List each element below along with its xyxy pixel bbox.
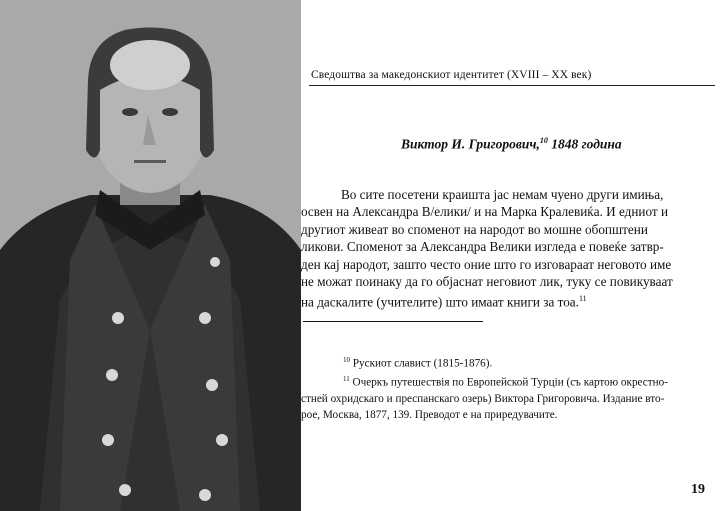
section-title: [401, 136, 622, 153]
footnote-continuation: рое, Москва, 1877, 139. Преводот е на приредувачите.: [301, 408, 558, 421]
running-header: Сведоштва за македонскиот идентитет (XVIII – XX век): [311, 69, 592, 81]
title-footnote-ref: 10: [539, 136, 548, 145]
body-footnote-ref: 11: [578, 294, 587, 304]
body-line: Во сите посетени краишта јас немам чуено други имиња,: [341, 187, 664, 202]
footnote-continuation: стней охридскаго и преспанскаго озерь) Виктора Григоровича. Издание вто-: [301, 392, 665, 405]
footnotes: [301, 353, 711, 423]
page-number: 19: [691, 482, 705, 497]
body-line: не можат поинаку да го објаснат неговиот лик, туку се повикуваат: [301, 274, 673, 290]
body-line-last: [301, 290, 706, 311]
footnote-item: [301, 372, 711, 391]
document-page: [301, 0, 720, 511]
portrait-photo: [0, 0, 301, 511]
body-line: ден кај народот, зашто често оние што го изговараат неговото име: [301, 256, 672, 272]
portrait-illustration: [0, 0, 301, 511]
body-line: ликови. Споменот за Александра Велики изгледа е повеќе затвр-: [301, 239, 664, 255]
footnote-text: Рускиот славист (1815-1876).: [350, 357, 493, 370]
footnote-number: 10: [343, 356, 350, 364]
title-year: 1848 година: [547, 136, 622, 152]
body-paragraph: [301, 186, 706, 311]
title-text: Виктор И. Григорович,: [401, 136, 540, 152]
footnote-item: [301, 353, 711, 372]
footnote-number: 11: [343, 375, 350, 384]
body-line: освен на Александра В/елики/ и на Марка Кралевиќа. И едниот и: [301, 204, 669, 220]
footnote-text: Очеркъ путешествiя по Европейской Турцiи (съ картою окрестно-: [349, 377, 668, 390]
body-line: другиот живеат во споменот на народот во мошне обопштени: [301, 221, 648, 237]
body-line-text: на даскалите (учителите) што имаат книги за тоа.: [301, 294, 579, 310]
header-rule: [309, 85, 715, 86]
footnote-rule: [303, 321, 483, 322]
